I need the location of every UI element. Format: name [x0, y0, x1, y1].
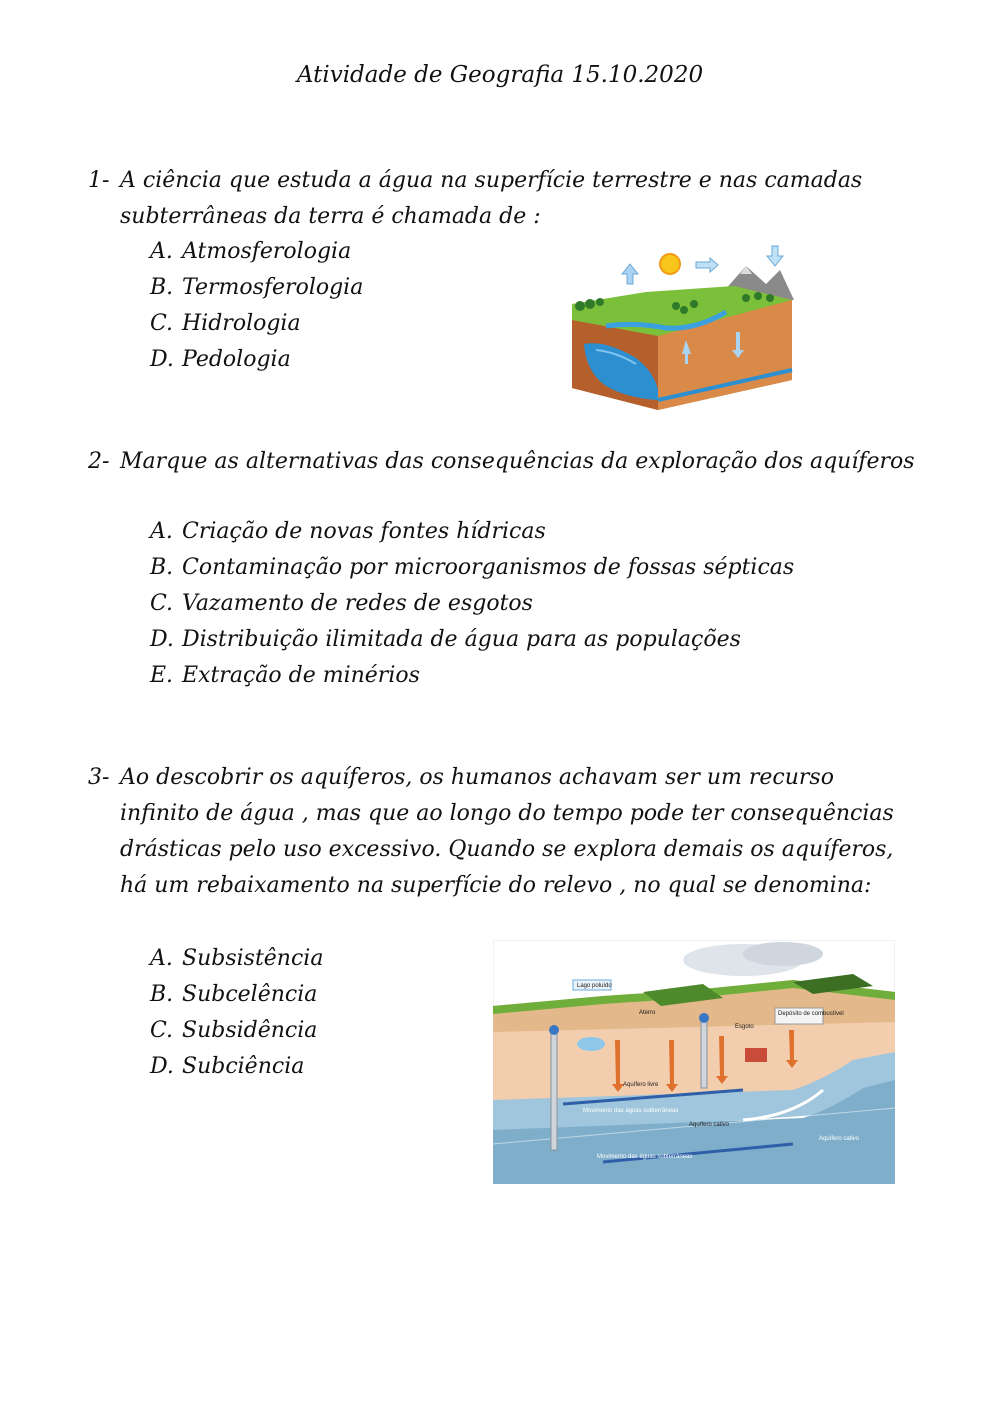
- option-text: Contaminação por microorganismos de fossas sépticas: [182, 555, 795, 580]
- option-letter: C.: [150, 1018, 174, 1043]
- option-text: Vazamento de redes de esgotos: [182, 591, 533, 616]
- question-1-options: [150, 234, 363, 378]
- question-2: [88, 444, 948, 480]
- option-text: Subciência: [182, 1054, 305, 1079]
- option-letter: C.: [150, 311, 174, 336]
- option-c[interactable]: [150, 306, 363, 342]
- option-letter: C.: [150, 591, 174, 616]
- option-e[interactable]: [150, 658, 794, 694]
- question-number: 1-: [88, 168, 110, 193]
- option-letter: D.: [150, 627, 174, 652]
- label-confined-aquifer-1: Aquífero cativo: [689, 1122, 730, 1128]
- option-text: Extração de minérios: [182, 663, 420, 688]
- label-groundwater-movement-1: Movimento das águas subterrâneas: [583, 1108, 679, 1114]
- option-letter: A.: [150, 519, 173, 544]
- option-letter: B.: [150, 275, 174, 300]
- option-b[interactable]: [150, 977, 323, 1013]
- question-1: [88, 163, 948, 235]
- option-letter: A.: [150, 239, 173, 264]
- question-3: [88, 760, 918, 904]
- question-2-options: [150, 514, 794, 694]
- option-text: Distribuição ilimitada de água para as populações: [182, 627, 741, 652]
- option-text: Atmosferologia: [182, 239, 352, 264]
- option-c[interactable]: [150, 1013, 323, 1049]
- option-c[interactable]: [150, 586, 794, 622]
- label-sewer: Esgoto: [735, 1024, 754, 1030]
- option-d[interactable]: [150, 622, 794, 658]
- label-lake: Lago poluído: [577, 983, 612, 989]
- label-fuel-deposit: Depósito de combustível: [778, 1011, 844, 1017]
- option-letter: B.: [150, 555, 174, 580]
- option-text: Criação de novas fontes hídricas: [182, 519, 546, 544]
- question-number: 3-: [88, 765, 110, 790]
- option-a[interactable]: [150, 941, 323, 977]
- option-d[interactable]: [150, 1049, 323, 1085]
- option-a[interactable]: [150, 234, 363, 270]
- option-b[interactable]: [150, 270, 363, 306]
- question-text: Ao descobrir os aquíferos, os humanos achavam ser um recurso infinito de água , mas que ao longo do tempo pode ter consequências drásticas pelo uso excessivo. Quando se explora demais os aquíferos, há um rebaixamento na superfície do relevo , no qual se denomina:: [120, 765, 894, 898]
- option-text: Subsistência: [182, 946, 324, 971]
- option-text: Subcelência: [182, 982, 318, 1007]
- label-free-aquifer: Aquífero livre: [623, 1082, 659, 1088]
- option-letter: E.: [150, 663, 174, 688]
- option-text: Hidrologia: [182, 311, 301, 336]
- option-text: Pedologia: [182, 347, 291, 372]
- option-letter: B.: [150, 982, 174, 1007]
- water-cycle-illustration: [566, 240, 796, 412]
- option-letter: A.: [150, 946, 173, 971]
- page-title: Atividade de Geografia 15.10.2020: [296, 62, 704, 88]
- question-text: A ciência que estuda a água na superfície terrestre e nas camadas subterrâneas da terra é chamada de :: [120, 168, 863, 229]
- label-landfill: Aterro: [639, 1010, 656, 1016]
- label-groundwater-movement-2: Movimento das águas subterrâneas: [597, 1154, 693, 1160]
- question-number: 2-: [88, 449, 110, 474]
- aquifer-diagram: [493, 940, 895, 1184]
- option-a[interactable]: [150, 514, 794, 550]
- question-text: Marque as alternativas das consequências da exploração dos aquíferos: [120, 449, 915, 474]
- option-d[interactable]: [150, 342, 363, 378]
- option-text: Termosferologia: [182, 275, 364, 300]
- option-letter: D.: [150, 347, 174, 372]
- option-b[interactable]: [150, 550, 794, 586]
- option-letter: D.: [150, 1054, 174, 1079]
- label-confined-aquifer-2: Aquífero cativo: [819, 1136, 860, 1142]
- option-text: Subsidência: [182, 1018, 318, 1043]
- question-3-options: [150, 941, 323, 1085]
